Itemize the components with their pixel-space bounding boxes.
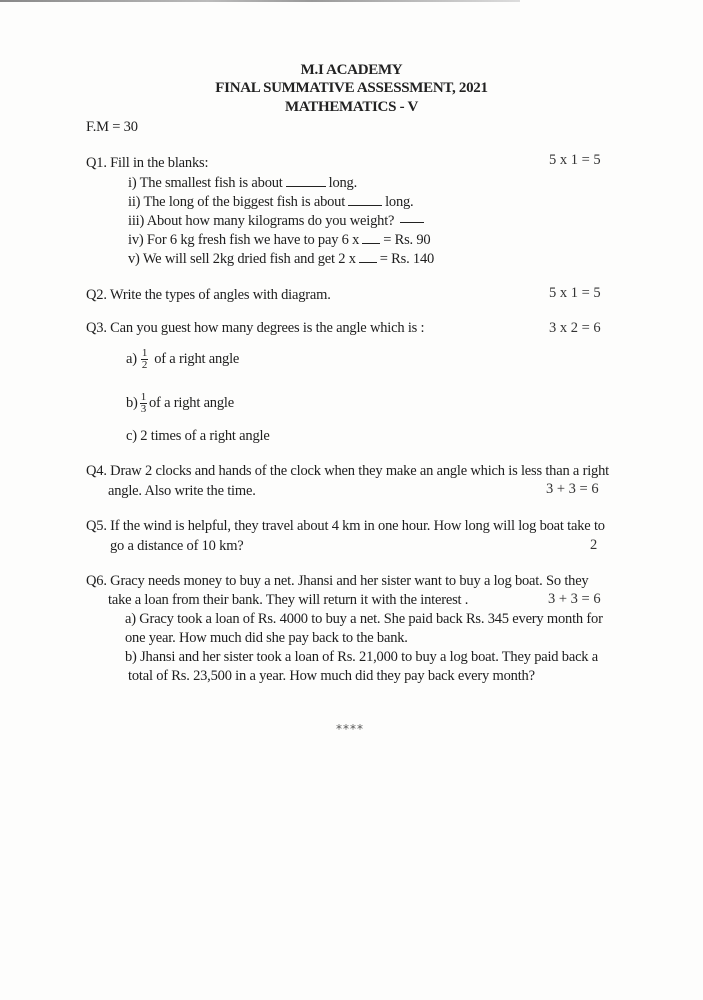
school-name: M.I ACADEMY — [300, 62, 403, 78]
q3-item-a-label: a) — [126, 350, 137, 367]
q1-item-v-post: = Rs. 140 — [379, 251, 435, 267]
q1-item-i-post: long. — [328, 175, 358, 191]
q1-item-iv — [128, 232, 431, 249]
q3-marks: 3 x 2 = 6 — [549, 320, 601, 336]
full-marks: F.M = 30 — [86, 119, 138, 135]
end-marker: **** — [336, 722, 364, 736]
q1-item-iv-post: = Rs. 90 — [383, 232, 431, 248]
q6-a-line1: a) Gracy took a loan of Rs. 4000 to buy a net. She paid back Rs. 345 every month for — [125, 611, 603, 627]
scan-edge — [0, 0, 520, 2]
q1-item-iii — [128, 213, 427, 230]
subject-title: MATHEMATICS - V — [284, 99, 418, 115]
q6-line2: take a loan from their bank. They will return it with the interest . — [108, 592, 469, 608]
answer-blank — [286, 185, 326, 187]
q5-marks: 2 — [590, 537, 598, 553]
q1-item-i-text: i) The smallest fish is about — [128, 175, 283, 191]
q5-line1: Q5. If the wind is helpful, they travel about 4 km in one hour. How long will log boat take to — [86, 518, 605, 534]
answer-blank — [400, 221, 424, 223]
q4-line2: angle. Also write the time. — [108, 483, 256, 499]
q1-item-v — [128, 251, 434, 268]
answer-blank — [359, 261, 377, 263]
q3-item-b-text: of a right angle — [149, 394, 234, 411]
q4-marks: 3 + 3 = 6 — [546, 481, 599, 497]
q1-item-ii — [128, 194, 413, 211]
exam-title: FINAL SUMMATIVE ASSESSMENT, 2021 — [215, 80, 488, 96]
q1-item-i — [128, 175, 357, 192]
q6-b-line1: b) Jhansi and her sister took a loan of Rs. 21,000 to buy a log boat. They paid back a — [125, 649, 599, 665]
q1-item-ii-text: ii) The long of the biggest fish is about — [128, 194, 346, 210]
q2-text: Q2. Write the types of angles with diagram. — [86, 287, 331, 303]
q3-item-b — [126, 392, 234, 415]
q1-item-iv-text: iv) For 6 kg fresh fish we have to pay 6 x — [128, 232, 360, 248]
q3-text: Q3. Can you guest how many degrees is the angle which is : — [86, 320, 425, 336]
q3-item-c: c) 2 times of a right angle — [126, 428, 270, 444]
q3-item-b-label: b) — [126, 394, 138, 411]
fraction-third: $\frac{1}{3}$ — [140, 391, 146, 415]
q1-item-ii-post: long. — [385, 194, 414, 210]
q1-item-v-text: v) We will sell 2kg dried fish and get 2 x — [128, 251, 356, 267]
q4-line1: Q4. Draw 2 clocks and hands of the clock when they make an angle which is less than a right — [86, 463, 609, 479]
q1-text: Q1. Fill in the blanks: — [86, 155, 209, 171]
q3-item-a — [126, 348, 239, 371]
q6-b-line2: total of Rs. 23,500 in a year. How much did they pay back every month? — [128, 668, 535, 684]
q1-marks: 5 x 1 = 5 — [549, 152, 601, 168]
q2-marks: 5 x 1 = 5 — [549, 285, 601, 301]
q6-a-line2: one year. How much did she pay back to the bank. — [125, 630, 408, 646]
q6-line1: Q6. Gracy needs money to buy a net. Jhansi and her sister want to buy a log boat. So they — [86, 573, 589, 589]
q5-line2: go a distance of 10 km? — [110, 538, 244, 554]
answer-blank — [362, 242, 380, 244]
q6-marks: 3 + 3 = 6 — [548, 591, 601, 607]
q1-item-iii-text: iii) About how many kilograms do you weight? — [128, 213, 395, 229]
fraction-half: $\frac{1}{2}$ — [141, 347, 148, 371]
q3-item-a-text: of a right angle — [154, 350, 240, 367]
answer-blank — [348, 204, 382, 206]
